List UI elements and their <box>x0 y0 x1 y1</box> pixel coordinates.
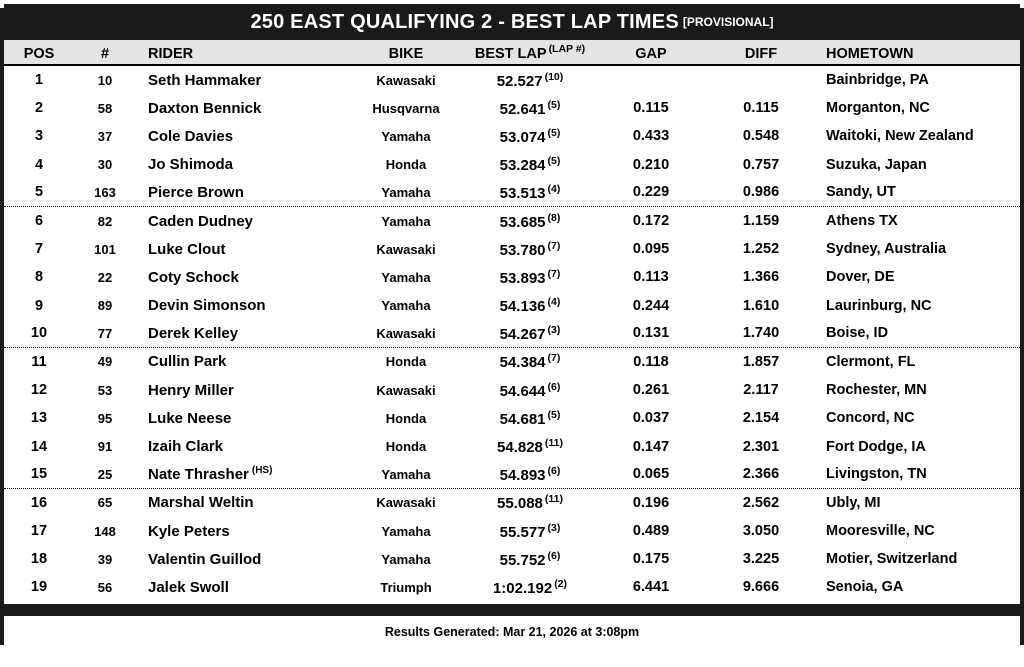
row-rider-name <box>136 353 348 370</box>
row-diff: 0.548 <box>742 128 780 145</box>
row-best-lap <box>464 296 596 315</box>
row-bike: Yamaha <box>381 213 431 229</box>
row-rider-number: 49 <box>97 354 113 370</box>
row-best-lap-number: (10) <box>544 70 564 83</box>
row-diff: 0.757 <box>742 156 780 173</box>
row-best-lap-time: 54.136 <box>499 298 546 316</box>
row-hometown: Rochester, MN <box>826 382 927 399</box>
row-position: 10 <box>30 325 48 342</box>
row-best-lap-time: 53.685 <box>499 213 546 231</box>
row-position: 9 <box>34 297 44 314</box>
row-bike: Kawasaki <box>376 241 436 257</box>
results-table-body <box>4 66 1020 602</box>
row-best-lap-number: (6) <box>547 380 561 393</box>
row-rider-name-text: Jalek Swoll <box>148 578 229 596</box>
row-hometown: Athens TX <box>826 213 898 230</box>
table-row <box>4 179 1020 207</box>
row-position: 4 <box>34 156 44 173</box>
row-hometown: Dover, DE <box>826 269 895 286</box>
provisional-badge: [PROVISIONAL] <box>682 15 774 29</box>
row-rider-number: 101 <box>94 241 116 257</box>
row-diff: 0.115 <box>743 100 779 117</box>
table-row <box>4 207 1020 235</box>
row-gap: 0.115 <box>633 100 669 117</box>
row-position: 11 <box>31 353 47 370</box>
column-header-lap-number: (LAP #) <box>548 43 586 56</box>
row-rider-number: 89 <box>97 298 113 314</box>
row-rider-name-text: Jo Shimoda <box>148 156 234 174</box>
row-gap: 0.118 <box>633 353 669 370</box>
row-best-lap <box>464 324 596 343</box>
row-position: 15 <box>30 466 48 483</box>
row-rider-number: 65 <box>97 495 113 511</box>
row-rider-name-text: Henry Miller <box>148 381 234 399</box>
row-position: 8 <box>34 269 44 286</box>
table-row <box>4 517 1020 545</box>
row-rider-name-text: Luke Clout <box>148 240 226 258</box>
table-row <box>4 94 1020 122</box>
row-rider-name-text: Cole Davies <box>148 127 234 145</box>
table-row <box>4 573 1020 601</box>
row-rider-name-text: Valentin Guillod <box>148 550 262 568</box>
row-rider-name-text: Nate Thrasher <box>148 466 249 484</box>
row-rider-name-text: Seth Hammaker <box>148 71 262 89</box>
row-best-lap-number: (5) <box>547 98 561 111</box>
column-header-gap: GAP <box>635 46 667 62</box>
table-row <box>4 461 1020 489</box>
row-gap: 0.065 <box>632 466 670 483</box>
row-diff: 1.366 <box>742 269 780 286</box>
row-rider-name <box>136 523 348 540</box>
row-rider-tag: (HS) <box>251 465 273 477</box>
row-best-lap <box>464 212 596 231</box>
row-gap: 0.172 <box>632 213 670 230</box>
row-position: 6 <box>34 213 44 230</box>
row-hometown: Bainbridge, PA <box>826 72 929 89</box>
table-row <box>4 151 1020 179</box>
row-best-lap-number: (2) <box>554 577 568 590</box>
row-rider-name-text: Izaih Clark <box>148 438 224 456</box>
row-best-lap <box>464 155 596 174</box>
row-diff: 1.740 <box>742 325 780 342</box>
row-bike: Honda <box>385 410 427 426</box>
row-rider-name-text: Kyle Peters <box>148 522 230 540</box>
row-diff: 9.666 <box>742 579 780 596</box>
column-header-diff: DIFF <box>744 46 778 62</box>
row-rider-name-text: Caden Dudney <box>148 212 254 230</box>
row-gap: 0.147 <box>632 438 670 455</box>
row-best-lap-number: (5) <box>547 155 561 168</box>
results-sheet <box>0 4 1024 667</box>
title-bar <box>4 4 1020 40</box>
row-rider-name-text: Luke Neese <box>148 409 232 427</box>
left-border <box>0 8 4 645</box>
row-diff: 0.986 <box>742 184 780 201</box>
row-best-lap-number: (8) <box>547 211 561 224</box>
table-row <box>4 292 1020 320</box>
row-position: 19 <box>30 579 48 596</box>
row-bike: Yamaha <box>381 269 431 285</box>
row-best-lap-time: 55.577 <box>499 523 546 541</box>
table-row <box>4 404 1020 432</box>
row-best-lap-number: (4) <box>547 296 561 309</box>
row-rider-name-text: Marshal Weltin <box>148 494 254 512</box>
row-bike: Kawasaki <box>376 325 436 341</box>
row-diff: 2.301 <box>742 438 780 455</box>
table-row <box>4 376 1020 404</box>
results-generated-text: Results Generated: Mar 21, 2026 at 3:08pm <box>384 624 640 639</box>
row-rider-name <box>136 100 348 117</box>
row-rider-name <box>136 551 348 568</box>
row-best-lap-time: 53.284 <box>499 157 546 175</box>
row-best-lap <box>464 493 596 512</box>
row-hometown: Sandy, UT <box>826 184 896 201</box>
page-title: 250 EAST QUALIFYING 2 - BEST LAP TIMES <box>250 10 679 33</box>
row-best-lap <box>464 99 596 118</box>
row-hometown: Livingston, TN <box>826 466 927 483</box>
row-gap: 0.261 <box>632 382 670 399</box>
row-bike: Yamaha <box>381 128 431 144</box>
row-bike: Yamaha <box>381 184 431 200</box>
row-best-lap <box>464 240 596 259</box>
row-gap: 6.441 <box>632 579 670 596</box>
row-rider-name-text: Daxton Bennick <box>148 99 262 117</box>
table-row <box>4 432 1020 460</box>
column-header-number: # <box>100 46 110 62</box>
row-rider-number: 39 <box>97 551 113 567</box>
row-best-lap <box>464 127 596 146</box>
row-rider-number: 163 <box>94 184 116 200</box>
row-rider-name-text: Pierce Brown <box>148 183 244 201</box>
row-rider-number: 58 <box>97 100 113 116</box>
column-header-hometown: HOMETOWN <box>826 46 914 62</box>
row-best-lap-time: 55.752 <box>499 551 546 569</box>
table-row <box>4 320 1020 348</box>
row-diff: 2.562 <box>742 494 780 511</box>
footer-bar <box>4 604 1020 616</box>
row-position: 1 <box>34 72 44 89</box>
row-rider-name <box>136 297 348 314</box>
row-best-lap-number: (11) <box>544 437 563 450</box>
row-rider-name <box>136 184 348 201</box>
row-rider-number: 82 <box>97 213 113 229</box>
row-best-lap-time: 54.893 <box>499 466 546 484</box>
row-best-lap-time: 54.681 <box>499 410 546 428</box>
row-diff: 2.117 <box>743 382 779 399</box>
row-hometown: Waitoki, New Zealand <box>826 128 974 145</box>
table-header <box>4 40 1020 66</box>
row-rider-name-text: Devin Simonson <box>148 297 266 315</box>
row-gap: 0.229 <box>632 184 670 201</box>
row-rider-name <box>136 156 348 173</box>
row-gap: 0.210 <box>632 156 670 173</box>
row-gap: 0.131 <box>632 325 670 342</box>
table-row <box>4 66 1020 94</box>
row-bike: Husqvarna <box>372 100 440 116</box>
right-border <box>1020 8 1024 645</box>
table-row <box>4 348 1020 376</box>
row-best-lap <box>464 437 596 456</box>
row-hometown: Sydney, Australia <box>826 241 947 258</box>
row-rider-name <box>136 325 348 342</box>
row-rider-name <box>136 128 348 145</box>
row-diff: 1.857 <box>742 353 780 370</box>
row-rider-name <box>136 465 348 483</box>
row-best-lap-time: 53.074 <box>499 128 546 146</box>
row-gap: 0.037 <box>632 410 670 427</box>
row-gap: 0.433 <box>632 128 670 145</box>
row-hometown: Suzuka, Japan <box>826 156 927 173</box>
row-bike: Honda <box>385 354 427 370</box>
row-gap: 0.244 <box>632 297 670 314</box>
row-diff: 1.610 <box>742 297 780 314</box>
row-best-lap-number: (6) <box>547 464 561 477</box>
row-gap: 0.175 <box>632 551 670 568</box>
row-rider-name <box>136 269 348 286</box>
column-header-pos: POS <box>23 46 55 62</box>
table-row <box>4 545 1020 573</box>
row-rider-name <box>136 382 348 399</box>
row-rider-name-text: Derek Kelley <box>148 324 239 342</box>
row-best-lap <box>464 465 596 484</box>
row-position: 14 <box>30 438 48 455</box>
row-hometown: Ubly, MI <box>826 494 881 511</box>
row-diff: 3.050 <box>742 523 780 540</box>
column-header-rider: RIDER <box>148 46 194 62</box>
row-bike: Honda <box>385 439 427 455</box>
row-diff: 2.366 <box>742 466 780 483</box>
row-rider-name <box>136 579 348 596</box>
row-best-lap <box>464 522 596 541</box>
row-bike: Yamaha <box>381 298 431 314</box>
row-best-lap-number: (3) <box>547 521 561 534</box>
row-best-lap-number: (7) <box>547 239 561 252</box>
row-best-lap <box>464 183 596 202</box>
table-row <box>4 263 1020 291</box>
row-best-lap <box>464 381 596 400</box>
row-hometown: Fort Dodge, IA <box>826 438 926 455</box>
row-hometown: Concord, NC <box>826 410 915 427</box>
row-best-lap-number: (7) <box>547 352 561 365</box>
row-position: 16 <box>30 494 48 511</box>
row-diff: 3.225 <box>742 551 780 568</box>
row-rider-number: 91 <box>97 439 113 455</box>
table-row <box>4 122 1020 150</box>
row-rider-number: 148 <box>94 523 116 539</box>
row-best-lap <box>464 71 596 90</box>
row-best-lap-time: 54.267 <box>499 325 546 343</box>
row-bike: Triumph <box>380 579 432 595</box>
row-bike: Kawasaki <box>376 72 436 88</box>
row-position: 18 <box>30 551 48 568</box>
row-best-lap-time: 53.513 <box>499 184 546 202</box>
row-best-lap-time: 54.828 <box>497 439 543 457</box>
row-best-lap-time: 52.641 <box>499 100 546 118</box>
row-best-lap-number: (3) <box>547 323 561 336</box>
row-position: 2 <box>34 100 44 117</box>
row-best-lap <box>464 409 596 428</box>
row-position: 5 <box>34 184 44 201</box>
row-position: 13 <box>30 410 48 427</box>
row-rider-name-text: Cullin Park <box>148 353 227 371</box>
row-bike: Yamaha <box>381 466 431 482</box>
row-hometown: Morganton, NC <box>826 100 930 117</box>
row-best-lap-time: 53.893 <box>499 269 546 287</box>
row-gap: 0.489 <box>632 523 670 540</box>
row-bike: Yamaha <box>381 551 431 567</box>
row-best-lap-time: 54.384 <box>499 354 546 372</box>
row-best-lap-time: 55.088 <box>497 495 543 513</box>
row-bike: Yamaha <box>381 523 431 539</box>
column-header-best-lap <box>464 43 596 62</box>
row-rider-number: 77 <box>97 325 113 341</box>
row-rider-name <box>136 72 348 89</box>
row-best-lap-number: (5) <box>547 408 561 421</box>
row-best-lap-time: 54.644 <box>499 382 546 400</box>
row-gap: 0.095 <box>632 241 670 258</box>
table-row <box>4 489 1020 517</box>
row-hometown: Laurinburg, NC <box>826 297 932 314</box>
row-best-lap <box>464 550 596 569</box>
row-rider-number: 53 <box>97 382 113 398</box>
row-rider-number: 30 <box>97 157 113 173</box>
row-best-lap-number: (11) <box>544 493 563 506</box>
column-header-bike: BIKE <box>388 46 424 62</box>
row-rider-name <box>136 410 348 427</box>
row-gap: 0.113 <box>633 269 669 286</box>
row-rider-name <box>136 494 348 511</box>
row-best-lap-time: 53.780 <box>499 241 546 259</box>
row-best-lap-time: 52.527 <box>496 72 543 90</box>
row-diff: 2.154 <box>742 410 780 427</box>
row-best-lap-number: (6) <box>547 549 561 562</box>
row-bike: Kawasaki <box>376 382 436 398</box>
row-hometown: Clermont, FL <box>826 353 916 370</box>
row-diff: 1.159 <box>742 213 780 230</box>
row-rider-name-text: Coty Schock <box>148 268 239 286</box>
row-best-lap-number: (7) <box>547 267 561 280</box>
row-hometown: Motier, Switzerland <box>826 551 958 568</box>
row-rider-number: 56 <box>97 579 113 595</box>
row-rider-number: 22 <box>97 269 113 285</box>
row-bike: Kawasaki <box>376 495 436 511</box>
row-best-lap <box>464 352 596 371</box>
row-best-lap-number: (4) <box>547 182 561 195</box>
row-position: 7 <box>34 241 44 258</box>
row-best-lap <box>464 268 596 287</box>
row-rider-name <box>136 241 348 258</box>
row-best-lap-time: 1:02.192 <box>492 579 553 597</box>
row-hometown: Mooresville, NC <box>826 523 935 540</box>
row-gap: 0.196 <box>632 494 670 511</box>
row-hometown: Boise, ID <box>826 325 889 342</box>
table-row <box>4 235 1020 263</box>
row-hometown: Senoia, GA <box>826 579 904 596</box>
row-rider-number: 37 <box>97 128 113 144</box>
row-position: 12 <box>30 382 48 399</box>
row-diff: 1.252 <box>742 241 780 258</box>
row-rider-number: 95 <box>97 410 113 426</box>
row-position: 3 <box>34 128 44 145</box>
row-rider-number: 10 <box>97 72 113 88</box>
row-rider-name <box>136 438 348 455</box>
row-rider-number: 25 <box>97 466 113 482</box>
row-rider-name <box>136 213 348 230</box>
row-best-lap <box>464 578 596 597</box>
row-bike: Honda <box>385 157 427 173</box>
column-header-best-lap-text: BEST LAP <box>474 46 547 62</box>
row-best-lap-number: (5) <box>547 126 561 139</box>
row-position: 17 <box>30 523 48 540</box>
